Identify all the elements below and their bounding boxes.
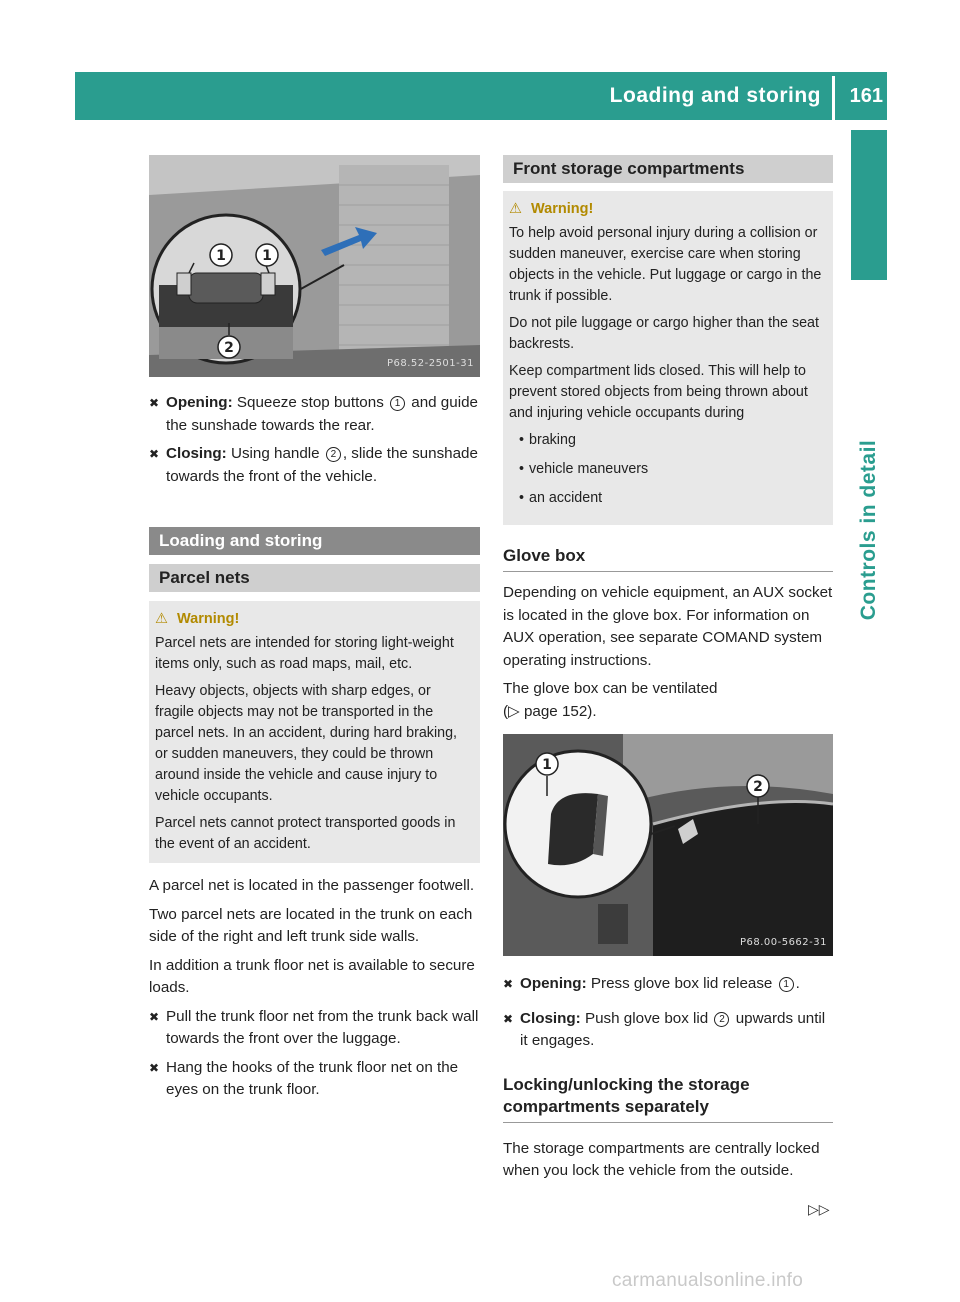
step-text: Squeeze stop buttons (232, 394, 389, 411)
bullet-item (509, 430, 825, 451)
glove-box-illustration (503, 734, 833, 956)
warning-paragraph: To help avoid personal injury during a collision or sudden maneuver, exercise care when storing objects in the vehicle. Put luggage or cargo in the trunk if possible. (509, 225, 822, 304)
step-label: Closing: (520, 1009, 581, 1027)
step-text: , slide the sunshade towards the front of the vehicle. (166, 445, 478, 485)
body-paragraph: The storage compartments are centrally locked when you lock the vehicle from the outside. (503, 1139, 820, 1179)
side-tab-label: Controls in detail (856, 439, 880, 621)
sunshade-figure (149, 155, 480, 377)
warning-title (509, 199, 825, 220)
warning-paragraph: Parcel nets cannot protect transported goods in the event of an accident. (155, 815, 456, 852)
step-text: Using handle (226, 445, 324, 462)
warning-title-text: Warning! (531, 201, 594, 217)
step-opening-glove-box (503, 973, 833, 996)
warning-paragraph: Parcel nets are intended for storing light-weight items only, such as road maps, mail, etc. (155, 635, 454, 672)
glove-box-figure (503, 734, 833, 956)
body-paragraph: Two parcel nets are located in the trunk on each side of the right and left trunk side walls. (149, 905, 473, 945)
callout-ref-2: 2 (326, 447, 341, 462)
step-arrow-icon: ✖ (503, 1011, 514, 1026)
body-paragraph: A parcel net is located in the passenger footwell. (149, 877, 475, 894)
warning-paragraph: Keep compartment lids closed. This will help to prevent stored objects from being thrown about and injuring vehicle occupants during (509, 363, 808, 421)
step-text: Hang the hooks of the trunk floor net on the eyes on the trunk floor. (166, 1058, 459, 1098)
step-pull-net (149, 1006, 480, 1051)
body-paragraph: The glove box can be ventilated (503, 680, 718, 697)
page-number: 161 (849, 85, 883, 107)
bullet-icon: • (519, 432, 525, 448)
step-closing-sunshade (149, 443, 480, 488)
warning-title-text: Warning! (177, 611, 240, 627)
bullet-item (509, 459, 825, 480)
fig1-callout-1a: 1 (216, 248, 226, 264)
step-label: Closing: (166, 445, 227, 462)
header-title: Loading and storing (609, 84, 821, 107)
step-arrow-icon: ✖ (503, 977, 514, 991)
fig2-code: P68.00-5662-31 (739, 936, 827, 948)
step-text: Pull the trunk floor net from the trunk back wall towards the front over the luggage. (166, 1007, 479, 1047)
continue-marker: ▷▷ (808, 1201, 830, 1217)
left-column (149, 155, 480, 1108)
watermark: carmanualsonline.info (612, 1270, 804, 1291)
step-arrow-icon: ✖ (149, 396, 160, 410)
heading-glove-box: Glove box (503, 545, 833, 572)
warning-title (155, 609, 472, 630)
page-reference: (▷ page 152). (503, 702, 597, 720)
callout-ref-1: 1 (779, 977, 794, 992)
header-bar (75, 72, 887, 120)
warning-parcel-nets (149, 601, 480, 863)
fig2-callout-1: 1 (542, 757, 552, 773)
step-label: Opening: (520, 975, 587, 992)
step-text: Press glove box lid release (586, 975, 777, 992)
step-text: upwards until it engages. (520, 1009, 826, 1049)
header-divider (832, 76, 835, 120)
bullet-text: vehicle maneuvers (529, 461, 649, 477)
side-tab-gap (851, 280, 887, 1140)
body-paragraph: Depending on vehicle equipment, an AUX socket is located in the glove box. For information on AUX operation, see separate COMAND system operating instructions. (503, 584, 833, 669)
step-text: . (795, 975, 800, 992)
fig1-code: P68.52-2501-31 (386, 357, 474, 369)
fig1-callout-1b: 1 (262, 248, 272, 264)
warning-icon: ⚠ (509, 201, 522, 217)
callout-ref-1: 1 (390, 396, 405, 411)
warning-paragraph: Heavy objects, objects with sharp edges, or fragile objects may not be transported in the parcel nets. In an accident, during hard braking, or sudden maneuvers, they could be thrown around inside the vehicle and cause injury to vehicle occupants. (155, 683, 458, 804)
step-opening-sunshade (149, 392, 480, 437)
bullet-item (509, 488, 825, 509)
step-arrow-icon: ✖ (149, 1060, 160, 1075)
step-hang-hooks (149, 1057, 480, 1102)
step-label: Opening: (166, 394, 233, 411)
section-title: Loading and storing (149, 527, 480, 555)
bullet-text: an accident (529, 490, 603, 506)
step-arrow-icon: ✖ (149, 1009, 160, 1024)
callout-ref-2: 2 (714, 1012, 729, 1027)
subsection-front-storage: Front storage compartments (503, 155, 833, 183)
sunshade-illustration (149, 155, 480, 377)
heading-locking-unlocking: Locking/unlocking the storage compartments separately (503, 1074, 833, 1123)
step-arrow-icon: ✖ (149, 447, 160, 461)
fig1-callout-2: 2 (224, 340, 234, 356)
step-closing-glove-box (503, 1008, 833, 1053)
body-paragraph: In addition a trunk floor net is available to secure loads. (149, 956, 475, 996)
fig2-callout-2: 2 (753, 779, 763, 795)
step-text: Push glove box lid (580, 1009, 713, 1027)
step-text: and guide the sunshade towards the rear. (166, 394, 478, 434)
bullet-text: braking (529, 432, 576, 448)
right-column (503, 155, 833, 1189)
warning-paragraph: Do not pile luggage or cargo higher than the seat backrests. (509, 315, 819, 352)
warning-front-storage (503, 191, 833, 525)
bullet-icon: • (519, 461, 525, 477)
subsection-parcel-nets: Parcel nets (149, 564, 480, 592)
bullet-icon: • (519, 490, 525, 506)
warning-icon: ⚠ (155, 611, 168, 627)
